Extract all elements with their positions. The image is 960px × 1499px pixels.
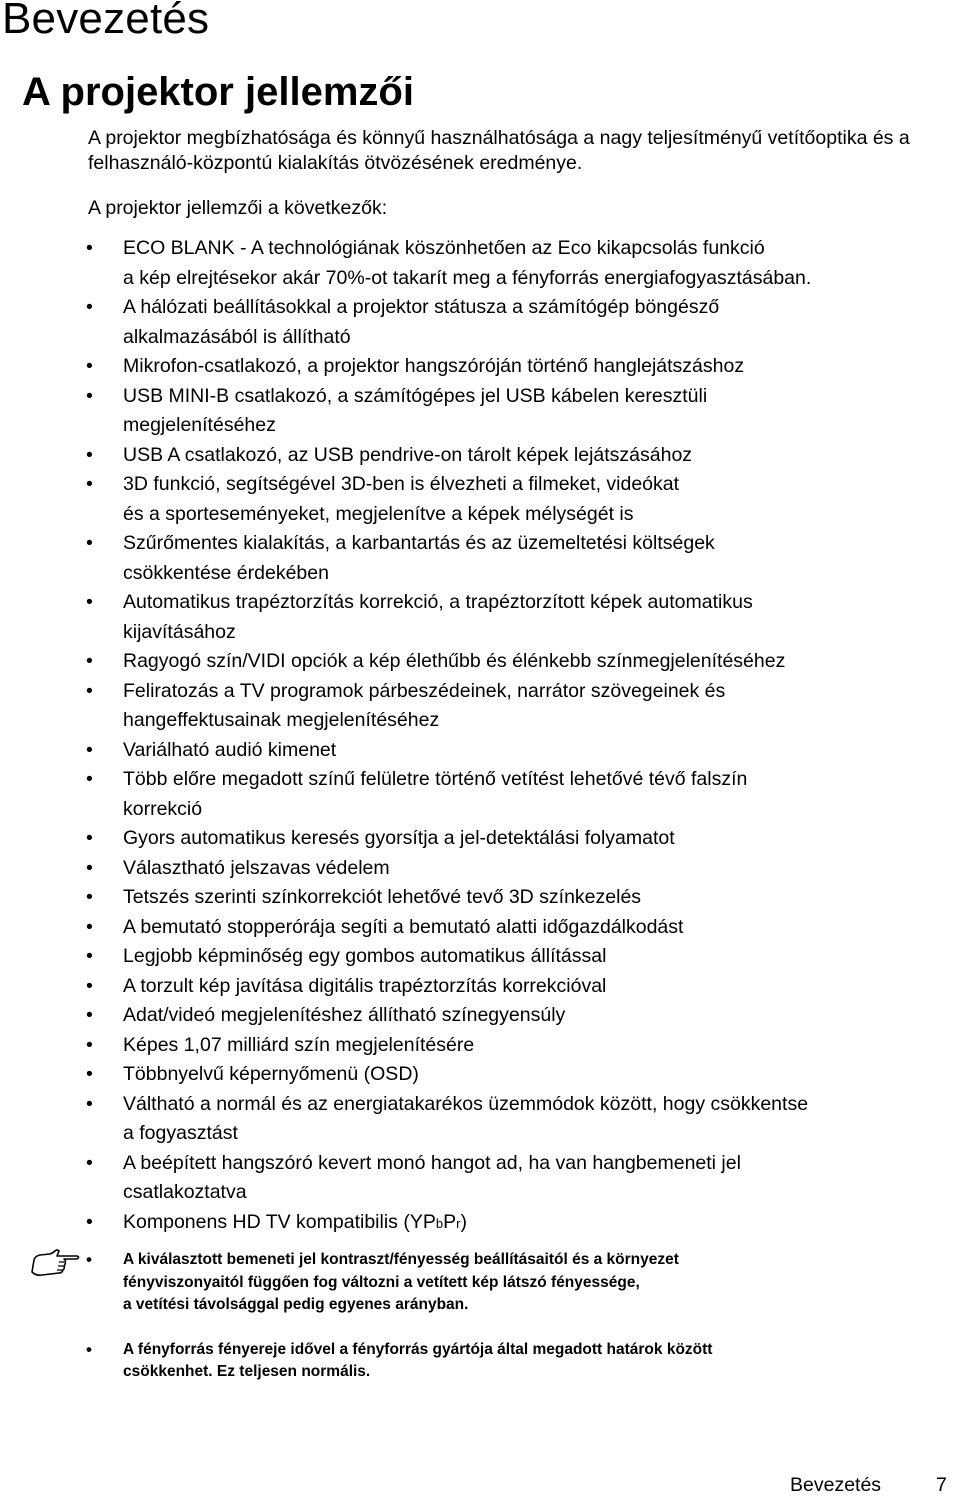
bullet: • bbox=[86, 384, 93, 407]
feature-line: korrekció bbox=[123, 797, 203, 820]
note-line: A fényforrás fényereje idővel a fényforrás gyártója által megadott határok között bbox=[123, 1340, 713, 1358]
feature-line: a kép elrejtésekor akár 70%-ot takarít meg a fényforrás energiafogyasztásában. bbox=[123, 266, 812, 289]
list-item bbox=[0, 1208, 960, 1239]
list-item bbox=[0, 529, 960, 588]
bullet: • bbox=[86, 1092, 93, 1115]
list-item bbox=[0, 234, 960, 293]
bullet: • bbox=[86, 738, 93, 761]
feature-line: megjelenítéséhez bbox=[123, 414, 276, 436]
bullet: • bbox=[86, 1004, 93, 1026]
feature-line: Szűrőmentes kialakítás, a karbantartás és az üzemeltetési költségek bbox=[123, 532, 715, 554]
feature-line: A hálózati beállításokkal a projektor státusza a számítógép böngésző bbox=[123, 296, 720, 318]
note-line: csökkenhet. Ez teljesen normális. bbox=[123, 1363, 371, 1380]
bullet: • bbox=[86, 886, 93, 908]
feature-line: alkalmazásából is állítható bbox=[123, 325, 351, 348]
feature-line: Többnyelvű képernyőmenü (OSD) bbox=[123, 1063, 419, 1085]
list-item bbox=[0, 824, 960, 854]
feature-subscript-r: r bbox=[456, 1215, 461, 1231]
page-number: 7 bbox=[936, 1474, 947, 1496]
chapter-title: Bevezetés bbox=[2, 0, 210, 43]
list-item bbox=[0, 677, 960, 736]
feature-line: kijavításához bbox=[123, 620, 236, 643]
feature-line: A torzult kép javítása digitális trapéztorzítás korrekcióval bbox=[123, 974, 607, 997]
feature-line: Automatikus trapéztorzítás korrekció, a trapéztorzított képek automatikus bbox=[123, 591, 753, 613]
bullet: • bbox=[86, 945, 93, 967]
feature-list bbox=[0, 234, 960, 1238]
note-list bbox=[0, 1249, 960, 1406]
feature-line: USB A csatlakozó, az USB pendrive-on tárolt képek lejátszásához bbox=[123, 443, 693, 466]
bullet: • bbox=[86, 1151, 93, 1174]
bullet: • bbox=[86, 473, 93, 495]
feature-line: és a sporteseményeket, megjelenítve a képek mélységét is bbox=[123, 502, 634, 525]
list-item bbox=[0, 1001, 960, 1031]
bullet: • bbox=[86, 1250, 92, 1269]
note-item bbox=[0, 1339, 960, 1384]
bullet: • bbox=[86, 532, 93, 554]
list-item bbox=[0, 1031, 960, 1061]
bullet: • bbox=[86, 237, 93, 259]
feature-line: Választható jelszavas védelem bbox=[123, 856, 390, 879]
list-item bbox=[0, 588, 960, 647]
feature-line: Váltható a normál és az energiatakarékos üzemmódok között, hogy csökkentse bbox=[123, 1092, 809, 1115]
bullet: • bbox=[86, 591, 93, 613]
list-item bbox=[0, 1090, 960, 1149]
note-line: A kiválasztott bemeneti jel kontraszt/fényesség beállításaitól és a környezet bbox=[123, 1251, 679, 1268]
list-item bbox=[0, 352, 960, 382]
feature-line: Mikrofon-csatlakozó, a projektor hangszóróján történő hanglejátszáshoz bbox=[123, 355, 745, 377]
bullet: • bbox=[86, 443, 93, 466]
bullet: • bbox=[86, 1339, 92, 1359]
feature-line: Legjobb képminőség egy gombos automatikus állítással bbox=[123, 945, 607, 967]
note-item bbox=[0, 1249, 960, 1317]
feature-line: hangeffektusainak megjelenítéséhez bbox=[123, 709, 440, 731]
bullet: • bbox=[86, 650, 93, 672]
feature-line: Feliratozás a TV programok párbeszédeinek, narrátor szövegeinek és bbox=[123, 679, 726, 702]
list-item bbox=[0, 647, 960, 677]
list-item bbox=[0, 470, 960, 529]
footer-section-name: Bevezetés bbox=[790, 1474, 882, 1496]
feature-line: Gyors automatikus keresés gyorsítja a jel-detektálási folyamatot bbox=[123, 827, 675, 849]
bullet: • bbox=[86, 296, 93, 318]
bullet: • bbox=[86, 1033, 93, 1056]
list-item bbox=[0, 1149, 960, 1208]
bullet: • bbox=[86, 915, 93, 938]
feature-line: csökkentése érdekében bbox=[123, 561, 329, 584]
bullet: • bbox=[86, 974, 93, 997]
feature-line: Több előre megadott színű felületre történő vetítést lehetővé tévő falszín bbox=[123, 768, 748, 790]
bullet: • bbox=[86, 679, 93, 702]
list-item bbox=[0, 736, 960, 766]
feature-line: Adat/videó megjelenítéshez állítható színegyensúly bbox=[123, 1004, 566, 1026]
list-item bbox=[0, 913, 960, 943]
bullet: • bbox=[86, 355, 93, 377]
feature-line: 3D funkció, segítségével 3D-ben is élvezheti a filmeket, videókat bbox=[123, 473, 680, 495]
bullet: • bbox=[86, 768, 93, 790]
feature-line: Képes 1,07 milliárd szín megjelenítésére bbox=[123, 1033, 475, 1056]
feature-text-end: ) bbox=[460, 1210, 467, 1233]
bullet: • bbox=[86, 827, 93, 849]
features-lead: A projektor jellemzői a következők: bbox=[88, 197, 388, 219]
list-item bbox=[0, 883, 960, 913]
feature-line: A beépített hangszóró kevert monó hangot ad, ha van hangbemeneti jel bbox=[123, 1151, 741, 1174]
list-item bbox=[0, 765, 960, 824]
list-item bbox=[0, 382, 960, 441]
note-line: fényviszonyaitól függően fog változni a vetített kép látszó fényessége, bbox=[123, 1273, 640, 1291]
feature-text: Komponens HD TV kompatibilis (YP bbox=[123, 1210, 436, 1233]
feature-line: a fogyasztást bbox=[123, 1122, 238, 1144]
feature-line: USB MINI-B csatlakozó, a számítógépes jel USB kábelen keresztüli bbox=[123, 384, 708, 407]
intro-paragraph: A projektor megbízhatósága és könnyű használhatósága a nagy teljesítményű vetítőoptika és a felhasználó-központú kialakítás ötvözésének eredménye. bbox=[88, 127, 910, 174]
list-item bbox=[0, 1060, 960, 1090]
feature-line: csatlakoztatva bbox=[123, 1181, 247, 1203]
bullet: • bbox=[86, 856, 93, 879]
feature-subscript-b: b bbox=[435, 1215, 444, 1231]
feature-text-mid: P bbox=[443, 1210, 457, 1233]
feature-line: A bemutató stopperórája segíti a bemutató alatti időgazdálkodást bbox=[123, 915, 684, 938]
feature-line: ECO BLANK - A technológiának köszönhetően az Eco kikapcsolás funkció bbox=[123, 237, 765, 259]
bullet: • bbox=[86, 1063, 93, 1085]
list-item bbox=[0, 293, 960, 352]
feature-line: Ragyogó szín/VIDI opciók a kép élethűbb és élénkebb színmegjelenítéséhez bbox=[123, 650, 786, 672]
list-item bbox=[0, 854, 960, 884]
bullet: • bbox=[86, 1210, 93, 1233]
feature-line: Tetszés szerinti színkorrekciót lehetővé tevő 3D színkezelés bbox=[123, 886, 642, 908]
note-line: a vetítési távolsággal pedig egyenes arányban. bbox=[123, 1296, 469, 1313]
section-title: A projektor jellemzői bbox=[22, 70, 414, 114]
list-item bbox=[0, 942, 960, 972]
feature-line: Variálható audió kimenet bbox=[123, 738, 337, 761]
list-item bbox=[0, 972, 960, 1002]
list-item bbox=[0, 441, 960, 471]
